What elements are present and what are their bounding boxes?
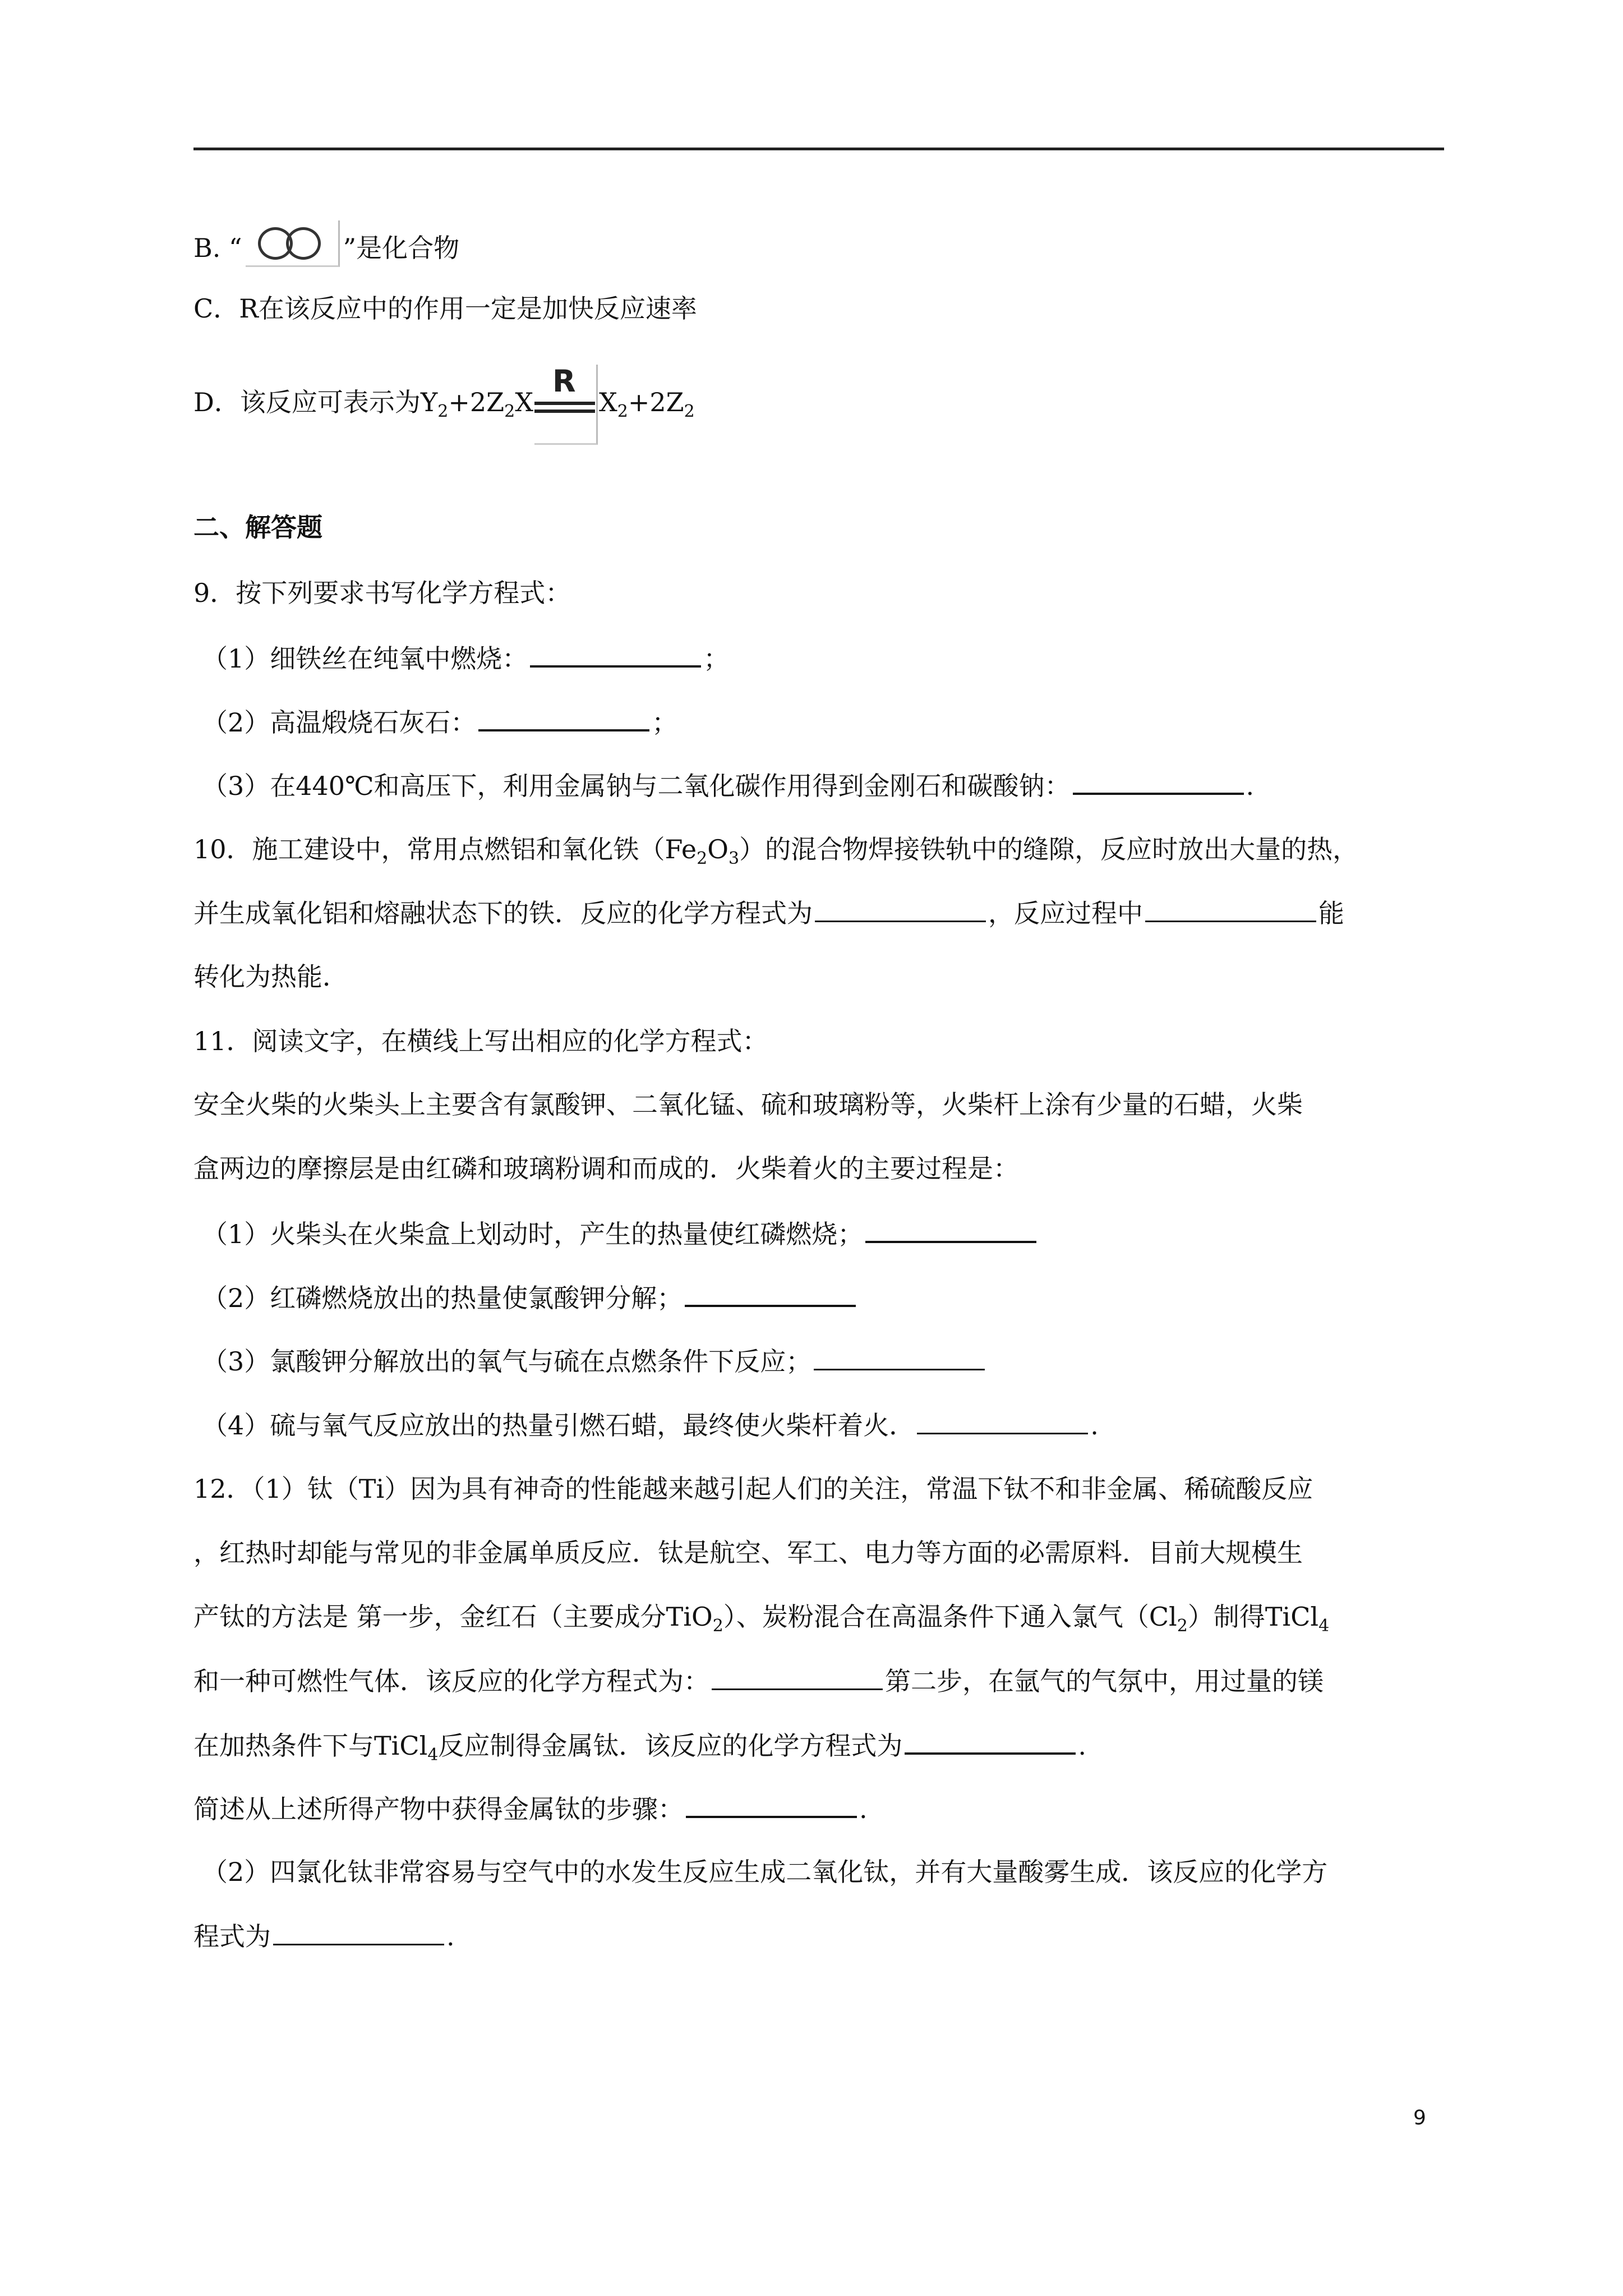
answer-blank[interactable] [530,641,701,668]
answer-blank[interactable] [917,1408,1088,1434]
molecule-image [246,220,340,267]
section-heading: 二、解答题 [193,512,322,542]
q12-line7: （2）四氯化钛非常容易与空气中的水发生反应生成二氧化钛，并有大量酸雾生成．该反应的化学方 [202,1857,1328,1887]
answer-blank[interactable] [865,1216,1036,1243]
q11-stem: 11．阅读文字，在横线上写出相应的化学方程式： [193,1026,768,1056]
q12-line4: 和一种可燃性气体．该反应的化学方程式为： 第二步，在氩气的气氛中，用过量的镁 [193,1664,1461,1698]
option-b: B. “ ”是化合物 [193,220,1461,267]
q10-line1: 10．施工建设中，常用点燃铝和氧化铁$(Fe_2O_3)$的混合物焊接铁轨中的缝隙，反应时放出大量的热， [193,834,1359,868]
header-rule [193,148,1444,150]
q11-text1: 安全火柴的火柴头上主要含有氯酸钾、二氧化锰、硫和玻璃粉等，火柴杆上涂有少量的石蜡，火柴 [193,1089,1303,1120]
answer-blank[interactable] [273,1919,444,1945]
q12-line2: ，红热时却能与常见的非金属单质反应．钛是航空、军工、电力等方面的必需原料．目前大规模生 [193,1538,1303,1568]
q9-part1: （1）细铁丝在纯氧中燃烧： ； [202,641,1469,675]
q11-part1: （1）火柴头在火柴盒上划动时，产生的热量使红磷燃烧； [202,1216,1469,1251]
q12-line5: 在加热条件下与TiCl$_4$反应制得金属钛．该反应的化学方程式为 . [193,1728,1461,1763]
answer-blank[interactable] [905,1728,1076,1755]
q11-part3: （3）氯酸钾分解放出的氧气与硫在点燃条件下反应； [202,1344,1469,1378]
catalyst-equals-sign: R [534,365,598,445]
option-d: D．该反应可表示为$Y_2+2Z_2X$ R $X_2+2Z_2$ [193,365,1461,445]
answer-blank[interactable] [814,1344,985,1370]
q11-text2: 盒两边的摩擦层是由红磷和玻璃粉调和而成的．火柴着火的主要过程是： [193,1153,1019,1184]
page-number: 9 [1413,2106,1426,2129]
answer-blank[interactable] [815,896,986,922]
option-c: C．R在该反应中的作用一定是加快反应速率 [193,293,697,324]
q10-line3: 转化为热能． [193,961,348,992]
q11-part2: （2）红磷燃烧放出的热量使氯酸钾分解； [202,1280,1469,1315]
answer-blank[interactable] [686,1791,857,1818]
q12-line8: 程式为 . [193,1919,1461,1953]
q12-line6: 简述从上述所得产物中获得金属钛的步骤： . [193,1791,1461,1826]
answer-blank[interactable] [712,1664,883,1690]
answer-blank[interactable] [685,1280,856,1307]
answer-blank[interactable] [1073,768,1244,795]
q11-part4: （4）硫与氧气反应放出的热量引燃石蜡，最终使火柴杆着火． . [202,1408,1469,1442]
q12-line1: 12．（1）钛（Ti）因为具有神奇的性能越来越引起人们的关注，常温下钛不和非金属、稀硫酸反应 [193,1474,1313,1504]
q10-line2: 并生成氧化铝和熔融状态下的铁．反应的化学方程式为 ，反应过程中 能 [193,896,1461,930]
q12-line3: 产钛的方法是 第一步，金红石（主要成分TiO$_2$）、炭粉混合在高温条件下通入氯气$(Cl_2)$制得TiCl$_4$ [193,1602,1330,1636]
q9-part3: （3）在440℃和高压下，利用金属钠与二氧化碳作用得到金刚石和碳酸钠： . [202,768,1469,803]
answer-blank[interactable] [478,705,649,731]
q9-part2: （2）高温煅烧石灰石： ； [202,705,1469,739]
q9-stem: 9．按下列要求书写化学方程式： [193,578,571,608]
answer-blank[interactable] [1145,896,1316,922]
